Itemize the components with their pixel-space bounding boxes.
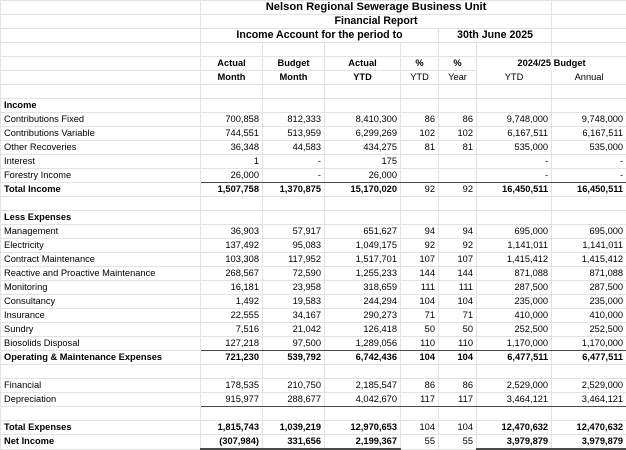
cell-budget-month: 97,500 xyxy=(263,337,325,351)
cell-budget-month: 288,677 xyxy=(263,393,325,407)
cell-budget-month: 19,583 xyxy=(263,295,325,309)
spacer-cell xyxy=(552,407,626,421)
title-spacer xyxy=(1,1,201,15)
row-label: Forestry Income xyxy=(1,169,201,183)
row-label: Contributions Fixed xyxy=(1,113,201,127)
table-row xyxy=(1,113,626,127)
cell-actual-month: 137,492 xyxy=(201,239,263,253)
spacer-cell xyxy=(201,197,263,211)
cell-budget-annual: 235,000 xyxy=(552,295,626,309)
om-total-label: Operating & Maintenance Expenses xyxy=(1,351,201,365)
income-section-heading-row xyxy=(1,99,626,113)
table-row xyxy=(1,127,626,141)
cell-budget-annual: 6,167,511 xyxy=(552,127,626,141)
table-row xyxy=(1,295,626,309)
cell-pct-year: 81 xyxy=(439,141,477,155)
spacer-cell xyxy=(201,407,263,421)
header-budget-month-line2: Month xyxy=(263,71,325,85)
cell-budget-ytd: 695,000 xyxy=(477,225,552,239)
total-expenses-actual-month: 1,815,743 xyxy=(201,421,263,435)
spacer-cell xyxy=(439,407,477,421)
cell-pct-year xyxy=(439,169,477,183)
spacer-cell xyxy=(439,365,477,379)
income-heading-blank xyxy=(439,99,477,113)
om-total-row xyxy=(1,351,626,365)
net-income-label: Net Income xyxy=(1,435,201,450)
total-expenses-label: Total Expenses xyxy=(1,421,201,435)
header-budget-month-line1: Budget xyxy=(263,57,325,71)
total-expenses-budget-ytd: 12,470,632 xyxy=(477,421,552,435)
total-expenses-pct-ytd: 104 xyxy=(401,421,439,435)
cell-pct-ytd: 50 xyxy=(401,323,439,337)
cell-budget-annual: 287,500 xyxy=(552,281,626,295)
period-row xyxy=(1,29,626,43)
table-row xyxy=(1,379,626,393)
row-label: Depreciation xyxy=(1,393,201,407)
table-body xyxy=(1,1,626,113)
cell-actual-ytd: 1,289,056 xyxy=(325,337,401,351)
spacer-cell xyxy=(325,43,401,57)
cell-pct-year: 102 xyxy=(439,127,477,141)
spacer-row-3 xyxy=(1,197,626,211)
cell-pct-ytd xyxy=(401,155,439,169)
row-label: Contributions Variable xyxy=(1,127,201,141)
table-row xyxy=(1,155,626,169)
net-income-row xyxy=(1,435,626,450)
period-spacer xyxy=(1,29,201,43)
row-label: Interest xyxy=(1,155,201,169)
cell-budget-month: 513,959 xyxy=(263,127,325,141)
om-total-budget-ytd: 6,477,511 xyxy=(477,351,552,365)
header-actual-month-line1: Actual xyxy=(201,57,263,71)
spacer-cell xyxy=(477,85,552,99)
cell-actual-ytd: 318,659 xyxy=(325,281,401,295)
total-income-budget-ytd: 16,450,511 xyxy=(477,183,552,197)
cell-budget-annual: 1,170,000 xyxy=(552,337,626,351)
cell-actual-month: 22,555 xyxy=(201,309,263,323)
cell-pct-year: 117 xyxy=(439,393,477,407)
spacer-cell xyxy=(263,365,325,379)
total-income-pct-year: 92 xyxy=(439,183,477,197)
income-heading-blank xyxy=(325,99,401,113)
total-income-actual-ytd: 15,170,020 xyxy=(325,183,401,197)
cell-budget-annual: 871,088 xyxy=(552,267,626,281)
total-income-pct-ytd: 92 xyxy=(401,183,439,197)
cell-actual-ytd: 651,627 xyxy=(325,225,401,239)
cell-budget-ytd: 1,141,011 xyxy=(477,239,552,253)
spacer-cell xyxy=(439,197,477,211)
cell-actual-ytd: 244,294 xyxy=(325,295,401,309)
om-total-pct-year: 104 xyxy=(439,351,477,365)
spacer-cell xyxy=(552,197,626,211)
net-income-actual-month: (307,984) xyxy=(201,435,263,450)
column-header-row-1 xyxy=(1,57,626,71)
spacer-cell xyxy=(263,43,325,57)
spacer-cell xyxy=(325,365,401,379)
om-total-budget-annual: 6,477,511 xyxy=(552,351,626,365)
expenses-heading-blank xyxy=(477,211,552,225)
table-row xyxy=(1,225,626,239)
cell-budget-ytd: 235,000 xyxy=(477,295,552,309)
cell-actual-ytd: 290,273 xyxy=(325,309,401,323)
subtitle-spacer xyxy=(1,15,201,29)
title-row xyxy=(1,1,626,15)
table-row xyxy=(1,239,626,253)
cell-actual-ytd: 434,275 xyxy=(325,141,401,155)
header-pct-year-line2: Year xyxy=(439,71,477,85)
row-label: Contract Maintenance xyxy=(1,253,201,267)
spacer-cell xyxy=(1,85,201,99)
header-actual-month-line2: Month xyxy=(201,71,263,85)
cell-budget-ytd: 871,088 xyxy=(477,267,552,281)
cell-budget-annual: 3,464,121 xyxy=(552,393,626,407)
cell-pct-ytd: 111 xyxy=(401,281,439,295)
cell-actual-month: 7,516 xyxy=(201,323,263,337)
row-label: Monitoring xyxy=(1,281,201,295)
cell-actual-month: 16,181 xyxy=(201,281,263,295)
cell-budget-ytd: 410,000 xyxy=(477,309,552,323)
row-label: Insurance xyxy=(1,309,201,323)
spacer-cell xyxy=(263,407,325,421)
cell-pct-ytd: 92 xyxy=(401,239,439,253)
spacer-cell xyxy=(439,85,477,99)
spacer-cell xyxy=(477,365,552,379)
row-label: Reactive and Proactive Maintenance xyxy=(1,267,201,281)
cell-actual-ytd: 6,299,269 xyxy=(325,127,401,141)
spacer-cell xyxy=(477,197,552,211)
cell-pct-ytd: 86 xyxy=(401,379,439,393)
spacer-cell xyxy=(201,43,263,57)
total-expenses-budget-annual: 12,470,632 xyxy=(552,421,626,435)
cell-budget-annual: - xyxy=(552,155,626,169)
cell-budget-annual: 9,748,000 xyxy=(552,113,626,127)
cell-actual-month: 127,218 xyxy=(201,337,263,351)
spacer-row-1 xyxy=(1,43,626,57)
cell-budget-month: 57,917 xyxy=(263,225,325,239)
expenses-heading-blank xyxy=(263,211,325,225)
total-expenses-row xyxy=(1,421,626,435)
row-label: Sundry xyxy=(1,323,201,337)
cell-budget-month: 34,167 xyxy=(263,309,325,323)
spacer-cell xyxy=(1,365,201,379)
cell-budget-ytd: 1,170,000 xyxy=(477,337,552,351)
spacer-cell xyxy=(325,407,401,421)
expenses-section-heading-row xyxy=(1,211,626,225)
net-income-budget-ytd: 3,979,879 xyxy=(477,435,552,450)
expenses-heading-blank xyxy=(439,211,477,225)
cell-budget-ytd: 287,500 xyxy=(477,281,552,295)
cell-budget-month: 812,333 xyxy=(263,113,325,127)
cell-actual-ytd: 126,418 xyxy=(325,323,401,337)
cell-actual-month: 36,903 xyxy=(201,225,263,239)
subtitle-row xyxy=(1,15,626,29)
table-row xyxy=(1,323,626,337)
header-actual-ytd-line1: Actual xyxy=(325,57,401,71)
cell-pct-year: 50 xyxy=(439,323,477,337)
spacer-cell xyxy=(325,197,401,211)
cell-pct-year xyxy=(439,155,477,169)
expenses-heading-blank xyxy=(201,211,263,225)
net-income-pct-ytd: 55 xyxy=(401,435,439,450)
spacer-cell xyxy=(401,43,439,57)
spacer-cell xyxy=(1,197,201,211)
cell-budget-month: 210,750 xyxy=(263,379,325,393)
table-row xyxy=(1,281,626,295)
cell-pct-ytd: 71 xyxy=(401,309,439,323)
cell-actual-month: 26,000 xyxy=(201,169,263,183)
header-pct-ytd-line2: YTD xyxy=(401,71,439,85)
spacer-cell xyxy=(477,43,552,57)
cell-actual-ytd: 2,185,547 xyxy=(325,379,401,393)
period-date: 30th June 2025 xyxy=(439,29,552,43)
period-spacer-right xyxy=(552,29,626,43)
cell-budget-annual: 695,000 xyxy=(552,225,626,239)
row-label: Consultancy xyxy=(1,295,201,309)
cell-budget-month: 23,958 xyxy=(263,281,325,295)
spacer-cell xyxy=(401,407,439,421)
cell-actual-ytd: 1,049,175 xyxy=(325,239,401,253)
cell-pct-ytd: 117 xyxy=(401,393,439,407)
cell-budget-annual: 1,415,412 xyxy=(552,253,626,267)
cell-actual-ytd: 8,410,300 xyxy=(325,113,401,127)
spacer-cell xyxy=(552,43,626,57)
header-corner xyxy=(1,57,201,71)
header-actual-ytd-line2: YTD xyxy=(325,71,401,85)
total-expenses-budget-month: 1,039,219 xyxy=(263,421,325,435)
cell-actual-month: 103,308 xyxy=(201,253,263,267)
subtitle-spacer-right xyxy=(552,15,626,29)
cell-budget-ytd: - xyxy=(477,169,552,183)
total-income-budget-month: 1,370,875 xyxy=(263,183,325,197)
cell-pct-year: 144 xyxy=(439,267,477,281)
net-income-actual-ytd: 2,199,367 xyxy=(325,435,401,450)
cell-actual-month: 1,492 xyxy=(201,295,263,309)
cell-pct-year: 71 xyxy=(439,309,477,323)
income-heading-blank xyxy=(552,99,626,113)
cell-pct-ytd: 107 xyxy=(401,253,439,267)
spacer-cell xyxy=(552,85,626,99)
spacer-cell xyxy=(201,365,263,379)
cell-budget-month: 117,952 xyxy=(263,253,325,267)
income-heading-blank xyxy=(201,99,263,113)
expenses-heading-blank xyxy=(552,211,626,225)
cell-pct-year: 94 xyxy=(439,225,477,239)
cell-budget-annual: 252,500 xyxy=(552,323,626,337)
cell-budget-ytd: 6,167,511 xyxy=(477,127,552,141)
title-spacer-right xyxy=(552,1,626,15)
spacer-cell xyxy=(1,43,201,57)
total-income-label: Total Income xyxy=(1,183,201,197)
row-label: Financial xyxy=(1,379,201,393)
total-expenses-actual-ytd: 12,970,653 xyxy=(325,421,401,435)
spacer-cell xyxy=(1,407,201,421)
cell-pct-year: 110 xyxy=(439,337,477,351)
spacer-row-2 xyxy=(1,85,626,99)
table-row xyxy=(1,267,626,281)
cell-budget-ytd: 9,748,000 xyxy=(477,113,552,127)
net-income-pct-year: 55 xyxy=(439,435,477,450)
header-budget-annual: Annual xyxy=(552,71,626,85)
total-income-budget-annual: 16,450,511 xyxy=(552,183,626,197)
cell-pct-year: 86 xyxy=(439,379,477,393)
spacer-cell xyxy=(263,197,325,211)
table-row xyxy=(1,393,626,407)
cell-budget-month: 95,083 xyxy=(263,239,325,253)
cell-pct-year: 86 xyxy=(439,113,477,127)
spacer-cell xyxy=(263,85,325,99)
cell-actual-month: 915,977 xyxy=(201,393,263,407)
cell-pct-year: 104 xyxy=(439,295,477,309)
row-label: Other Recoveries xyxy=(1,141,201,155)
cell-actual-month: 1 xyxy=(201,155,263,169)
cell-pct-ytd xyxy=(401,169,439,183)
column-header-row-2 xyxy=(1,71,626,85)
cell-budget-month: 21,042 xyxy=(263,323,325,337)
row-label: Electricity xyxy=(1,239,201,253)
row-label: Biosolids Disposal xyxy=(1,337,201,351)
cell-pct-year: 92 xyxy=(439,239,477,253)
spacer-cell xyxy=(477,407,552,421)
cell-budget-ytd: 252,500 xyxy=(477,323,552,337)
cell-budget-annual: 1,141,011 xyxy=(552,239,626,253)
cell-budget-annual: 2,529,000 xyxy=(552,379,626,393)
cell-actual-month: 700,858 xyxy=(201,113,263,127)
cell-budget-month: 44,583 xyxy=(263,141,325,155)
cell-pct-ytd: 144 xyxy=(401,267,439,281)
cell-budget-month: 72,590 xyxy=(263,267,325,281)
spacer-row-4 xyxy=(1,365,626,379)
total-expenses-pct-year: 104 xyxy=(439,421,477,435)
cell-pct-ytd: 104 xyxy=(401,295,439,309)
cell-budget-annual: 410,000 xyxy=(552,309,626,323)
cell-budget-ytd: 2,529,000 xyxy=(477,379,552,393)
cell-pct-year: 111 xyxy=(439,281,477,295)
expenses-heading-blank xyxy=(401,211,439,225)
cell-actual-month: 178,535 xyxy=(201,379,263,393)
page-title: Nelson Regional Sewerage Business Unit xyxy=(201,1,552,15)
income-heading-blank xyxy=(263,99,325,113)
header-budget-group: 2024/25 Budget xyxy=(477,57,626,71)
cell-actual-month: 744,551 xyxy=(201,127,263,141)
header-budget-ytd: YTD xyxy=(477,71,552,85)
cell-actual-ytd: 26,000 xyxy=(325,169,401,183)
income-section-heading: Income xyxy=(1,99,201,113)
spacer-cell xyxy=(401,85,439,99)
cell-budget-month: - xyxy=(263,169,325,183)
spacer-cell xyxy=(401,365,439,379)
header-corner-2 xyxy=(1,71,201,85)
net-income-budget-month: 331,656 xyxy=(263,435,325,450)
total-income-actual-month: 1,507,758 xyxy=(201,183,263,197)
spacer-cell xyxy=(552,365,626,379)
spacer-cell xyxy=(325,85,401,99)
cell-budget-annual: - xyxy=(552,169,626,183)
cell-actual-ytd: 175 xyxy=(325,155,401,169)
cell-actual-month: 268,567 xyxy=(201,267,263,281)
cell-budget-month: - xyxy=(263,155,325,169)
header-pct-year-line1: % xyxy=(439,57,477,71)
expenses-heading-blank xyxy=(325,211,401,225)
spacer-cell xyxy=(439,43,477,57)
om-total-actual-month: 721,230 xyxy=(201,351,263,365)
cell-pct-ytd: 81 xyxy=(401,141,439,155)
cell-pct-ytd: 86 xyxy=(401,113,439,127)
table-row xyxy=(1,253,626,267)
table-row xyxy=(1,141,626,155)
cell-actual-ytd: 1,255,233 xyxy=(325,267,401,281)
table-row xyxy=(1,337,626,351)
cell-pct-ytd: 110 xyxy=(401,337,439,351)
expenses-section-heading: Less Expenses xyxy=(1,211,201,225)
cell-actual-ytd: 1,517,701 xyxy=(325,253,401,267)
header-pct-ytd-line1: % xyxy=(401,57,439,71)
cell-budget-ytd: 535,000 xyxy=(477,141,552,155)
net-income-budget-annual: 3,979,879 xyxy=(552,435,626,450)
cell-actual-ytd: 4,042,670 xyxy=(325,393,401,407)
cell-pct-ytd: 102 xyxy=(401,127,439,141)
cell-budget-ytd: - xyxy=(477,155,552,169)
spacer-row-5 xyxy=(1,407,626,421)
table-row xyxy=(1,309,626,323)
om-total-budget-month: 539,792 xyxy=(263,351,325,365)
cell-budget-ytd: 3,464,121 xyxy=(477,393,552,407)
row-label: Management xyxy=(1,225,201,239)
om-total-actual-ytd: 6,742,436 xyxy=(325,351,401,365)
spacer-cell xyxy=(401,197,439,211)
income-heading-blank xyxy=(401,99,439,113)
income-heading-blank xyxy=(477,99,552,113)
cell-budget-ytd: 1,415,412 xyxy=(477,253,552,267)
period-label: Income Account for the period to xyxy=(201,29,439,43)
cell-actual-month: 36,348 xyxy=(201,141,263,155)
report-subtitle: Financial Report xyxy=(201,15,552,29)
cell-pct-ytd: 94 xyxy=(401,225,439,239)
table-row xyxy=(1,169,626,183)
cell-pct-year: 107 xyxy=(439,253,477,267)
om-total-pct-ytd: 104 xyxy=(401,351,439,365)
cell-budget-annual: 535,000 xyxy=(552,141,626,155)
spacer-cell xyxy=(201,85,263,99)
total-income-row xyxy=(1,183,626,197)
